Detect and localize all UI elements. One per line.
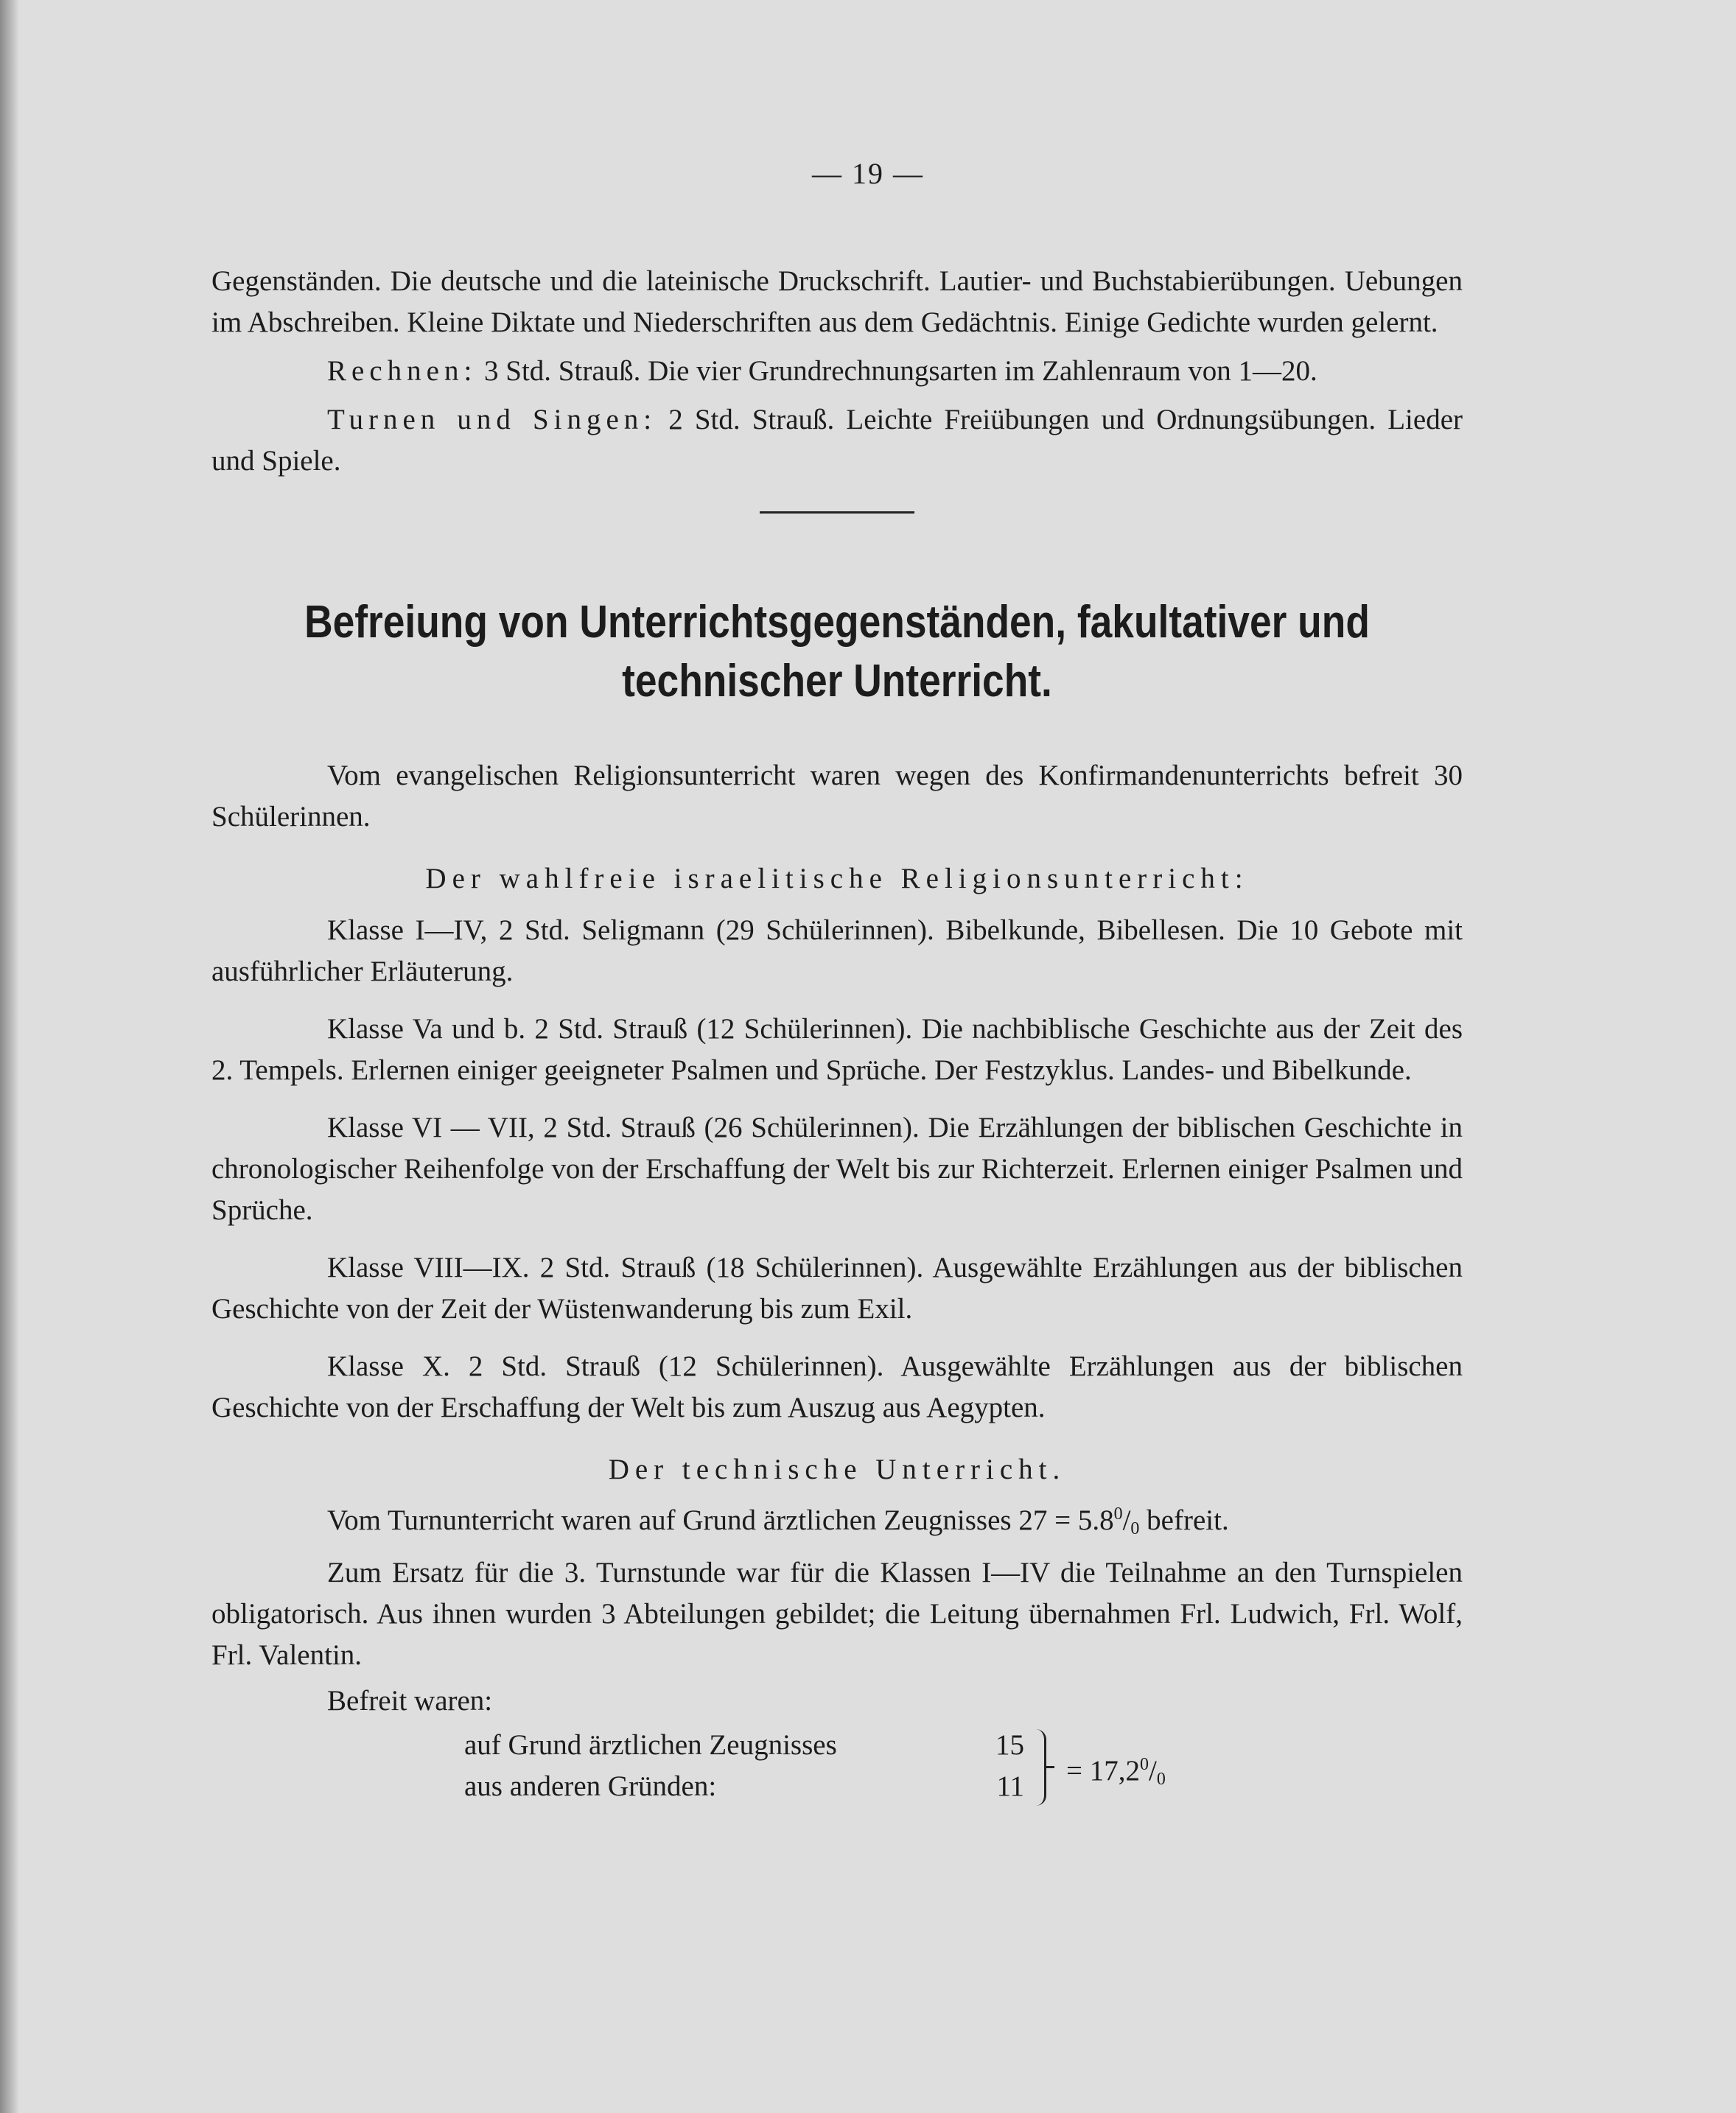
exemption-row-other bbox=[464, 1766, 1024, 1807]
page-number: — 19 — bbox=[812, 157, 924, 190]
rechnen-heading: Rechnen: bbox=[327, 355, 477, 387]
text-column bbox=[211, 261, 1463, 1816]
exemption-total-value: = 17,2 bbox=[1066, 1755, 1140, 1787]
section-divider bbox=[760, 511, 914, 514]
exemption-total-percent-slash: / bbox=[1149, 1755, 1157, 1787]
paragraph-evangelisch: Vom evangelischen Religionsunterricht waren wegen des Konfirmandenunterrichts befreit 30 Schülerinnen. bbox=[211, 760, 1463, 833]
exemption-total bbox=[1066, 1744, 1166, 1800]
religion-class-10: Klasse X. 2 Std. Strauß (12 Schülerinnen). Ausgewählte Erzählungen aus der biblischen Geschichte von der Erschaffung der Welt bis zum Auszug aus Aegypten. bbox=[211, 1350, 1463, 1423]
exemption-count: 15 bbox=[995, 1729, 1024, 1761]
turn-exempt-text: Vom Turnunterricht waren auf Grund ärztlichen Zeugnisses 27 = 5.8 bbox=[327, 1504, 1114, 1536]
turn-exempt-tail: befreit. bbox=[1139, 1504, 1229, 1536]
turn-exempt-percent-sup: 0 bbox=[1113, 1504, 1123, 1524]
paragraph-turnspiele: Zum Ersatz für die 3. Turnstunde war für die Klassen I—IV die Teilnahme an den Turnspielen obligatorisch. Aus ihnen wurden 3 Abteilungen gebildet; die Leitung übernahmen Frl. Ludwich, Frl. Wolf, Frl. Valentin. bbox=[211, 1557, 1463, 1671]
turnen-singen-heading: Turnen und Singen: bbox=[327, 404, 657, 435]
paragraph-gegenstaende: Gegenständen. Die deutsche und die lateinische Druckschrift. Lautier- und Buchstabierübungen. Uebungen im Abschreiben. Kleine Diktate und Niederschriften aus dem Gedächtnis. Einige Gedichte wurden gelernt. bbox=[211, 265, 1463, 338]
exemption-label: auf Grund ärztlichen Zeugnisses bbox=[464, 1729, 837, 1761]
paragraph-rechnen bbox=[211, 351, 1463, 392]
exemption-total-percent-sub: 0 bbox=[1156, 1770, 1166, 1789]
exemption-count: 11 bbox=[996, 1770, 1024, 1802]
religion-class-6-7: Klasse VI — VII, 2 Std. Strauß (26 Schülerinnen). Die Erzählungen der biblischen Geschichte in chronologischer Reihenfolge von der Erschaffung der Welt bis zur Richterzeit. Erlernen einiger Psalmen und Sprüche. bbox=[211, 1112, 1463, 1226]
turn-exempt-percent-slash: / bbox=[1122, 1504, 1131, 1536]
exemption-table bbox=[464, 1725, 1463, 1816]
religion-class-5: Klasse Va und b. 2 Std. Strauß (12 Schülerinnen). Die nachbiblische Geschichte aus der Zeit des 2. Tempels. Erlernen einiger geeigneter Psalmen und Sprüche. Der Festzyklus. Landes- und Bibelkunde. bbox=[211, 1013, 1463, 1086]
exemption-label: aus anderen Gründen: bbox=[464, 1770, 717, 1802]
exemption-row-medical bbox=[464, 1725, 1024, 1766]
exemption-total-percent-sup: 0 bbox=[1140, 1755, 1149, 1774]
turn-exempt-percent-sub: 0 bbox=[1130, 1519, 1140, 1538]
curly-brace bbox=[1035, 1729, 1046, 1806]
page-binding-shadow bbox=[0, 0, 19, 2113]
religion-class-8-9: Klasse VIII—IX. 2 Std. Strauß (18 Schülerinnen). Ausgewählte Erzählungen aus der biblischen Geschichte von der Zeit der Wüstenwanderung bis zum Exil. bbox=[211, 1252, 1463, 1325]
befreit-label: Befreit waren: bbox=[327, 1685, 493, 1717]
turnen-singen-text: 2 Std. Strauß. Leichte Freiübungen und Ordnungsübungen. Lieder und Spiele. bbox=[211, 404, 1463, 477]
technical-subheading: Der technische Unterricht. bbox=[608, 1454, 1066, 1485]
rechnen-text: 3 Std. Strauß. Die vier Grundrechnungsarten im Zahlenraum von 1—20. bbox=[477, 355, 1317, 387]
religion-class-1-4: Klasse I—IV, 2 Std. Seligmann (29 Schülerinnen). Bibelkunde, Bibellesen. Die 10 Gebote mit ausführlicher Erläuterung. bbox=[211, 914, 1463, 987]
paragraph-turnen-singen bbox=[211, 399, 1463, 482]
paragraph-turn-exempt bbox=[211, 1493, 1463, 1549]
section-heading: Befreiung von Unterrichtsgegenständen, fakultativer und technischer Unterricht. bbox=[304, 597, 1370, 707]
religion-subheading: Der wahlfreie israelitische Religionsunterricht: bbox=[425, 863, 1249, 894]
